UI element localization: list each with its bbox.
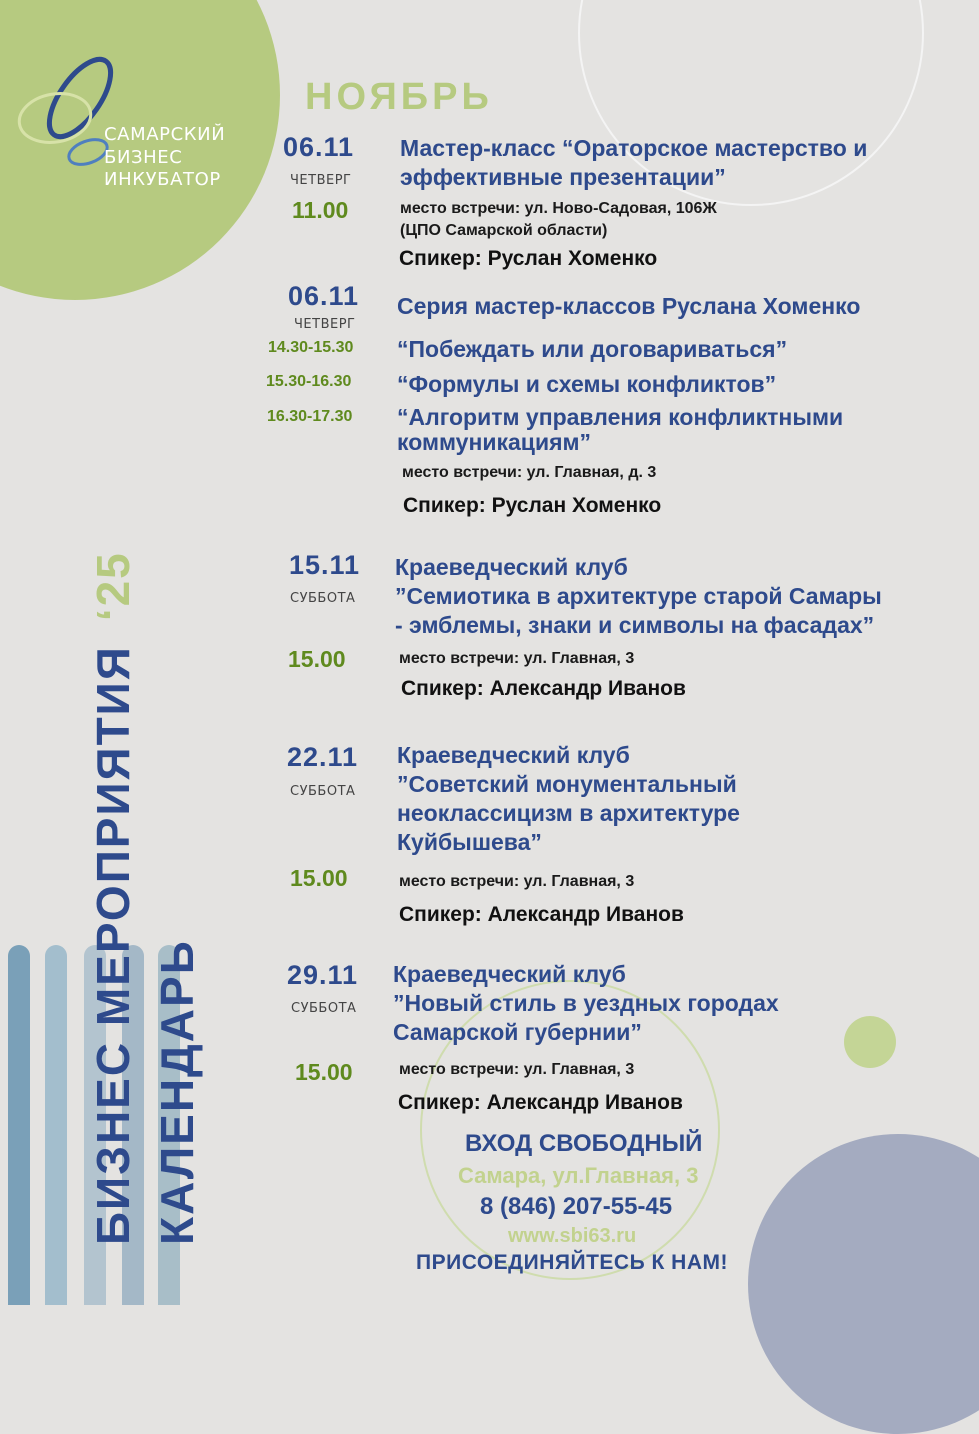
decor-dot-green — [844, 1016, 896, 1068]
side-year: ‘25 — [87, 551, 139, 622]
event-speaker: Спикер: Александр Иванов — [398, 1091, 683, 1114]
event-speaker: Спикер: Руслан Хоменко — [403, 494, 662, 517]
event-speaker: Спикер: Александр Иванов — [399, 903, 684, 926]
month-title: НОЯБРЬ — [305, 76, 493, 118]
event-date: 29.11 — [287, 960, 359, 990]
footer-phone[interactable]: 8 (846) 207-55-45 — [480, 1193, 673, 1220]
entry-free: ВХОД СВОБОДНЫЙ — [465, 1130, 703, 1157]
session-title: “Побеждать или договариваться” — [397, 336, 788, 362]
footer-address: Самара, ул.Главная, 3 — [458, 1163, 699, 1188]
event-weekday: СУББОТА — [291, 1001, 357, 1016]
session-time: 14.30-15.30 — [268, 339, 354, 356]
event-place: место встречи: ул. Главная, 3 — [399, 1061, 635, 1078]
event-place: место встречи: ул. Главная, д. 3 — [402, 464, 657, 481]
footer-website-link[interactable]: www.sbi63.ru — [508, 1225, 637, 1247]
event-place: место встречи: ул. Ново-Садовая, 106Ж (ЦПО Самарской области) — [400, 200, 717, 239]
event-weekday: ЧЕТВЕРГ — [290, 173, 352, 188]
event-speaker: Спикер: Александр Иванов — [401, 677, 686, 700]
event-title: Мастер-класс “Ораторское мастерство и эффективные презентации” — [400, 135, 868, 190]
event-title: Краеведческий клуб ”Семиотика в архитектуре старой Самары - эмблемы, знаки и символы на фасадах” — [395, 554, 882, 638]
event-speaker: Спикер: Руслан Хоменко — [399, 247, 658, 270]
event-title: Краеведческий клуб ”Новый стиль в уездных городах Самарской губернии” — [393, 961, 779, 1045]
side-subtitle: КАЛЕНДАРЬ — [151, 939, 203, 1245]
event-title: Краеведческий клуб ”Советский монументальный неоклассицизм в архитектуре Куйбышева” — [397, 742, 740, 855]
event-date: 06.11 — [283, 132, 355, 162]
session-title: “Алгоритм управления конфликтными коммуникациям” — [397, 404, 844, 455]
event-date: 15.11 — [289, 550, 361, 580]
event-date: 22.11 — [287, 742, 359, 772]
session-title: “Формулы и схемы конфликтов” — [397, 371, 777, 397]
event-title: Серия мастер-классов Руслана Хоменко — [397, 293, 861, 319]
event-date: 06.11 — [288, 281, 360, 311]
session-time: 15.30-16.30 — [266, 373, 352, 390]
side-title: БИЗНЕС МЕРОПРИЯТИЯ‘25 — [87, 551, 139, 1245]
event-weekday: ЧЕТВЕРГ — [294, 317, 356, 332]
decor-bar — [45, 945, 67, 1305]
event-place: место встречи: ул. Главная, 3 — [399, 650, 635, 667]
event-weekday: СУББОТА — [290, 784, 356, 799]
decor-bar — [8, 945, 30, 1305]
decor-circle-blue — [748, 1134, 979, 1434]
logo-text: САМАРСКИЙ БИЗНЕС ИНКУБАТОР — [104, 124, 226, 190]
event-time: 15.00 — [290, 865, 348, 891]
event-time: 11.00 — [292, 197, 349, 223]
event-time: 15.00 — [295, 1059, 353, 1085]
event-weekday: СУББОТА — [290, 591, 356, 606]
session-time: 16.30-17.30 — [267, 408, 353, 425]
footer-join: ПРИСОЕДИНЯЙТЕСЬ К НАМ! — [416, 1251, 728, 1274]
event-time: 15.00 — [288, 646, 346, 672]
event-place: место встречи: ул. Главная, 3 — [399, 873, 635, 890]
